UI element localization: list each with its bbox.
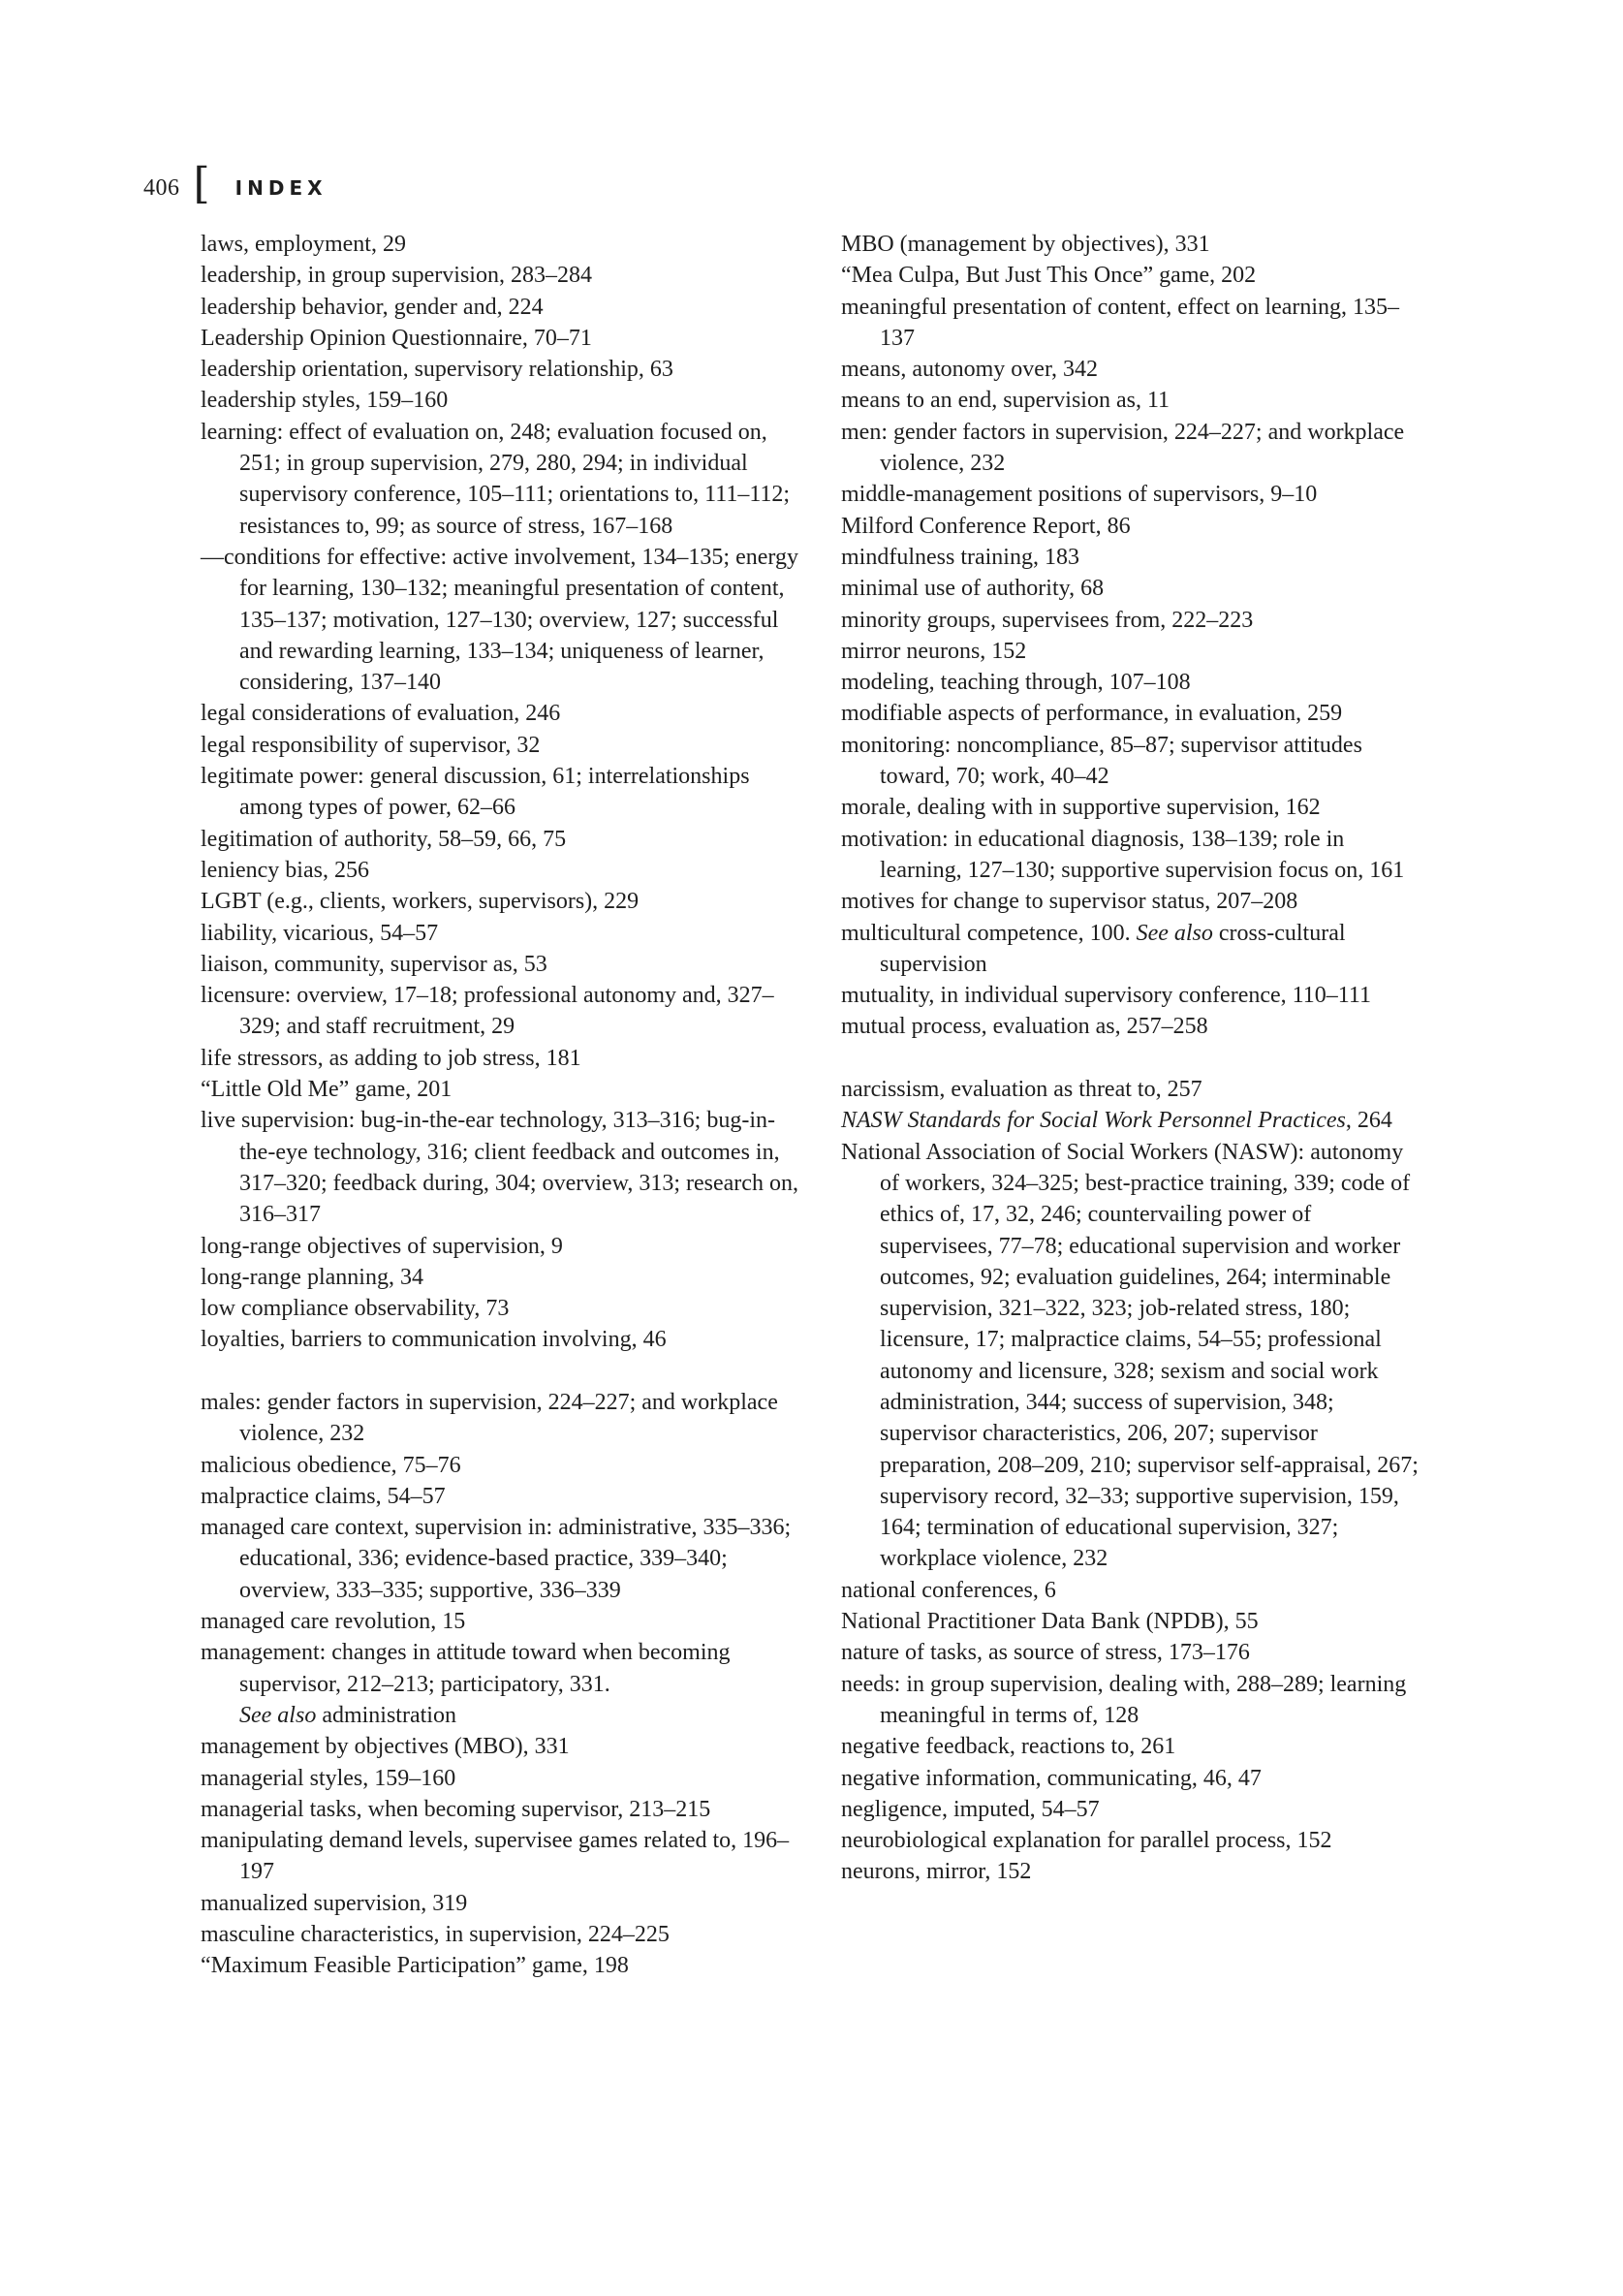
entry-text: long-range objectives of supervision, 9 [201,1233,563,1259]
entry-text: laws, employment, 29 [201,232,406,257]
entry-text: motives for change to supervisor status, 207–208 [841,889,1298,915]
index-entry [201,1105,811,1230]
index-entry [201,1387,811,1450]
index-entry [841,636,1422,667]
entry-text: narcissism, evaluation as threat to, 257 [841,1077,1202,1103]
entry-text: manipulating demand levels, supervisee games related to, 196–197 [201,1828,790,1885]
entry-text: middle-management positions of supervisors, 9–10 [841,482,1318,508]
entry-text: managerial tasks, when becoming supervisor, 213–215 [201,1796,711,1822]
index-entry [841,354,1422,385]
entry-text: long-range planning, 34 [201,1264,423,1290]
index-entry [841,1105,1422,1136]
entry-text: Milford Conference Report, 86 [841,513,1131,539]
entry-text: leadership behavior, gender and, 224 [201,294,544,320]
section-gap [201,1356,811,1387]
page-header [143,158,328,211]
index-entry [201,1043,811,1074]
index-entry [841,573,1422,604]
index-entry [201,354,811,385]
index-entry [201,1450,811,1481]
entry-text: morale, dealing with in supportive supervision, 162 [841,795,1321,821]
entry-text: minimal use of authority, 68 [841,576,1105,602]
index-entry [201,1512,811,1606]
index-entry [841,542,1422,573]
entry-text: , 264 [1345,1108,1392,1134]
entry-text: legitimation of authority, 58–59, 66, 75 [201,826,567,852]
entry-text: mutuality, in individual supervisory conference, 110–111 [841,983,1371,1009]
entry-text: males: gender factors in supervision, 224–227; and workplace violence, 232 [201,1389,778,1447]
index-entry [201,323,811,354]
entry-text: mirror neurons, 152 [841,638,1027,664]
entry-text: legal considerations of evaluation, 246 [201,701,561,727]
entry-text: leniency bias, 256 [201,857,369,883]
index-entry [201,260,811,291]
index-entry [201,918,811,949]
index-entry [841,1794,1422,1825]
entry-text: neurobiological explanation for parallel process, 152 [841,1828,1332,1854]
index-entry [201,730,811,761]
entry-text: needs: in group supervision, dealing with, 288–289; learning meaningful in terms of, 128 [841,1671,1407,1728]
index-entry [201,385,811,416]
index-entry [841,1011,1422,1042]
entry-text: management by objectives (MBO), 331 [201,1734,570,1760]
entry-text: liaison, community, supervisor as, 53 [201,951,547,977]
entry-text: loyalties, barriers to communication involving, 46 [201,1327,667,1353]
header-bracket: [ [193,158,210,208]
entry-text: National Practitioner Data Bank (NPDB), 55 [841,1609,1259,1635]
entry-text: low compliance observability, 73 [201,1296,510,1322]
entry-text: mutual process, evaluation as, 257–258 [841,1014,1208,1040]
index-entry [841,605,1422,636]
index-entry [841,1856,1422,1887]
entry-text: Leadership Opinion Questionnaire, 70–71 [201,325,592,351]
entry-text: malicious obedience, 75–76 [201,1452,461,1478]
index-column-left [201,229,811,1982]
page-number: 406 [143,174,180,201]
entry-text: motivation: in educational diagnosis, 138–139; role in learning, 127–130; supportive supervision focus on, 161 [841,826,1405,883]
index-entry [841,792,1422,823]
entry-text: nature of tasks, as source of stress, 173–176 [841,1640,1250,1666]
index-entry [201,1794,811,1825]
entry-text: modeling, teaching through, 107–108 [841,670,1191,696]
index-entry [201,1763,811,1794]
index-entry [201,761,811,824]
index-entry [841,1763,1422,1794]
entry-text: National Association of Social Workers (NASW): autonomy of workers, 324–325; best-practice training, 339; code of ethics of, 17, 32, 246; countervailing power of supervisees, 77–78; educational supervision and worker outcomes, 92; evaluation guidelines, 264; interminable supervision, 321–322, 323; job-related stress, 180; licensure, 17; malpractice claims, 54–55; professional autonomy and licensure, 328; sexism and social work administration, 344; success of supervision, 348; supervisor characteristics, 206, 207; supervisor preparation, 208–209, 210; supervisor self-appraisal, 267; supervisory record, 32–33; supportive supervision, 159, 164; termination of educational supervision, 327; workplace violence, 232 [841,1139,1419,1572]
index-entry [841,1669,1422,1732]
index-entry [201,1324,811,1355]
index-entry [841,980,1422,1011]
entry-text: learning: effect of evaluation on, 248; evaluation focused on, 251; in group supervision, 279, 280, 294; in individual supervisory conference, 105–111; orientations to, 111–112; resistances to, 99; as source of stress, 167–168 [201,419,791,539]
see-also: See also [1136,920,1213,946]
index-entry [201,1950,811,1981]
entry-text: neurons, mirror, 152 [841,1859,1032,1885]
index-entry [201,980,811,1043]
index-entry [841,1825,1422,1856]
entry-text: negative information, communicating, 46, 47 [841,1765,1262,1791]
entry-text: modifiable aspects of performance, in evaluation, 259 [841,701,1343,727]
see-also-target: cross-cultural supervision [880,920,1346,977]
entry-text: managed care context, supervision in: administrative, 335–336; educational, 336; evidence-based practice, 339–340; overview, 333–335; supportive, 336–339 [201,1515,792,1603]
index-entry [201,542,811,698]
index-entry [201,949,811,980]
entry-text: management: changes in attitude toward when becoming supervisor, 212–213; participatory, 331. [201,1640,731,1697]
entry-text: —conditions for effective: active involvement, 134–135; energy for learning, 130–132; meaningful presentation of content, 135–137; motivation, 127–130; overview, 127; successful and rewarding learning, 133–134; uniqueness of learner, considering, 137–140 [201,544,798,696]
entry-text: “Maximum Feasible Participation” game, 198 [201,1953,629,1979]
entry-text: monitoring: noncompliance, 85–87; supervisor attitudes toward, 70; work, 40–42 [841,732,1362,790]
index-entry [841,292,1422,355]
entry-text: negative feedback, reactions to, 261 [841,1734,1176,1760]
entry-text: LGBT (e.g., clients, workers, supervisors), 229 [201,889,640,915]
index-entry [841,1137,1422,1575]
index-entry [201,1074,811,1105]
index-entry [841,698,1422,729]
index-entry [841,1575,1422,1606]
entry-text: malpractice claims, 54–57 [201,1483,446,1509]
index-entry [841,479,1422,510]
index-entry [201,1231,811,1262]
entry-text: leadership, in group supervision, 283–284 [201,263,592,289]
index-entry [841,1731,1422,1762]
index-entry [841,730,1422,793]
entry-text: legitimate power: general discussion, 61; interrelationships among types of power, 62–66 [201,764,750,821]
entry-text: managed care revolution, 15 [201,1609,466,1635]
entry-text: means to an end, supervision as, 11 [841,388,1170,414]
index-entry [841,1606,1422,1637]
entry-text: MBO (management by objectives), 331 [841,232,1210,257]
entry-text: “Little Old Me” game, 201 [201,1077,453,1103]
entry-text: life stressors, as adding to job stress, 181 [201,1045,581,1071]
entry-text: leadership styles, 159–160 [201,388,449,414]
entry-text: negligence, imputed, 54–57 [841,1796,1100,1822]
entry-text: national conferences, 6 [841,1577,1056,1603]
entry-text: live supervision: bug-in-the-ear technology, 313–316; bug-in-the-eye technology, 316; client feedback and outcomes in, 317–320; feedback during, 304; overview, 313; research on, 316–317 [201,1108,798,1228]
entry-text: legal responsibility of supervisor, 32 [201,732,541,758]
index-entry [841,667,1422,698]
index-entry [201,1888,811,1919]
index-column-right [841,229,1422,1888]
index-entry [201,824,811,855]
index-entry [841,260,1422,291]
index-entry [201,229,811,260]
index-entry [201,855,811,886]
index-entry [841,229,1422,260]
index-entry [841,886,1422,917]
index-entry [201,1481,811,1512]
entry-text: men: gender factors in supervision, 224–227; and workplace violence, 232 [841,419,1405,477]
index-entry [201,1919,811,1950]
index-entry [201,698,811,729]
entry-title-italic: NASW Standards for Social Work Personnel Practices [841,1108,1346,1134]
index-entry [841,824,1422,887]
entry-text: meaningful presentation of content, effect on learning, 135–137 [841,294,1400,351]
index-entry [201,1731,811,1762]
entry-text: mindfulness training, 183 [841,544,1079,570]
index-entry [841,417,1422,480]
entry-text: “Mea Culpa, But Just This Once” game, 202 [841,263,1257,289]
entry-text: manualized supervision, 319 [201,1890,468,1916]
running-title: INDEX [234,176,328,200]
entry-text: liability, vicarious, 54–57 [201,920,439,946]
index-entry [201,417,811,542]
index-entry [201,1637,811,1731]
index-entry [841,1637,1422,1668]
index-entry [201,1293,811,1324]
entry-text: masculine characteristics, in supervision, 224–225 [201,1922,670,1948]
index-entry [201,1825,811,1888]
see-also: See also [239,1702,317,1728]
index-entry [841,918,1422,981]
index-entry [201,292,811,323]
entry-text: means, autonomy over, 342 [841,357,1098,383]
index-entry [201,1606,811,1637]
entry-text: licensure: overview, 17–18; professional autonomy and, 327–329; and staff recruitment, 29 [201,983,774,1040]
entry-text: minority groups, supervisees from, 222–223 [841,607,1254,633]
see-also-target: administration [316,1702,456,1728]
section-gap [841,1043,1422,1074]
index-entry [841,1074,1422,1105]
index-entry [841,385,1422,416]
entry-text: leadership orientation, supervisory relationship, 63 [201,357,673,383]
entry-text: managerial styles, 159–160 [201,1765,456,1791]
entry-text: multicultural competence, 100. [841,920,1131,946]
index-entry [201,1262,811,1293]
index-entry [201,886,811,917]
index-entry [841,511,1422,542]
